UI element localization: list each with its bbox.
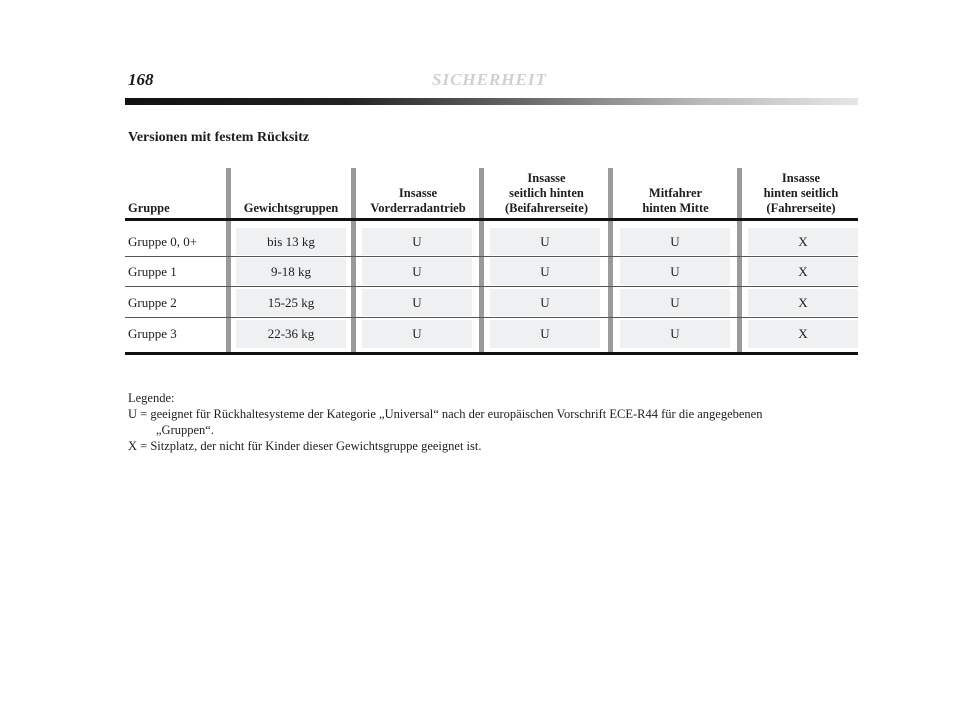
table-cell-weight: bis 13 kg (267, 233, 315, 249)
column-header-gruppe: Gruppe (128, 201, 170, 215)
column-header-gewichtsgruppen: Gewichtsgruppen (243, 201, 339, 215)
column-header-rear-center: Mitfahrer hinten Mitte (642, 186, 709, 215)
legend (128, 390, 858, 454)
section-title: SICHERHEIT (432, 70, 547, 89)
table-cell-rear-center: U (670, 294, 680, 310)
legend-u-definition-continued: „Gruppen“. (156, 423, 214, 437)
column-separator (351, 168, 356, 354)
table-cell-rear-side: U (540, 233, 550, 249)
page-number: 168 (128, 70, 154, 89)
table-bottom-rule (125, 352, 858, 355)
table-cell-front: U (412, 233, 422, 249)
column-separator (479, 168, 484, 354)
table-cell-group: Gruppe 3 (128, 325, 177, 341)
table-cell-front: U (412, 263, 422, 279)
column-separator (226, 168, 231, 354)
table-cell-rear-driver: X (798, 233, 808, 249)
table-title: Versionen mit festem Rücksitz (128, 130, 310, 145)
legend-heading: Legende: (128, 391, 175, 405)
header-rule (125, 98, 858, 105)
table-cell-front: U (412, 325, 422, 341)
table-cell-group: Gruppe 2 (128, 294, 177, 310)
legend-x-definition: X = Sitzplatz, der nicht für Kinder dieser Gewichtsgruppe geeignet ist. (128, 439, 482, 453)
column-header-rear-driver-side: Insasse hinten seitlich (Fahrerseite) (763, 171, 839, 215)
table-cell-group: Gruppe 1 (128, 263, 177, 279)
table-cell-rear-center: U (670, 263, 680, 279)
table-cell-weight: 9-18 kg (270, 263, 312, 279)
column-header-front-passenger: Insasse Vorderradantrieb (370, 186, 466, 215)
table-cell-rear-center: U (670, 325, 680, 341)
table-cell-rear-driver: X (798, 294, 808, 310)
table-cell-rear-driver: X (798, 263, 808, 279)
column-separator (608, 168, 613, 354)
table-cell-rear-side: U (540, 294, 550, 310)
table-cell-rear-center: U (670, 233, 680, 249)
table-cell-rear-side: U (540, 325, 550, 341)
table-cell-rear-driver: X (798, 325, 808, 341)
header-divider (125, 218, 858, 221)
table-cell-group: Gruppe 0, 0+ (128, 233, 198, 249)
table-cell-weight: 22-36 kg (267, 325, 315, 341)
legend-u-definition: U = geeignet für Rückhaltesysteme der Kategorie „Universal“ nach der europäischen Vorschrift ECE-R44 für die angegebenen (128, 407, 763, 421)
column-separator (737, 168, 742, 354)
table-cell-front: U (412, 294, 422, 310)
table-cell-rear-side: U (540, 263, 550, 279)
table-cell-weight: 15-25 kg (267, 294, 315, 310)
column-header-rear-passenger-side: Insasse seitlich hinten (Beifahrerseite) (504, 171, 589, 215)
